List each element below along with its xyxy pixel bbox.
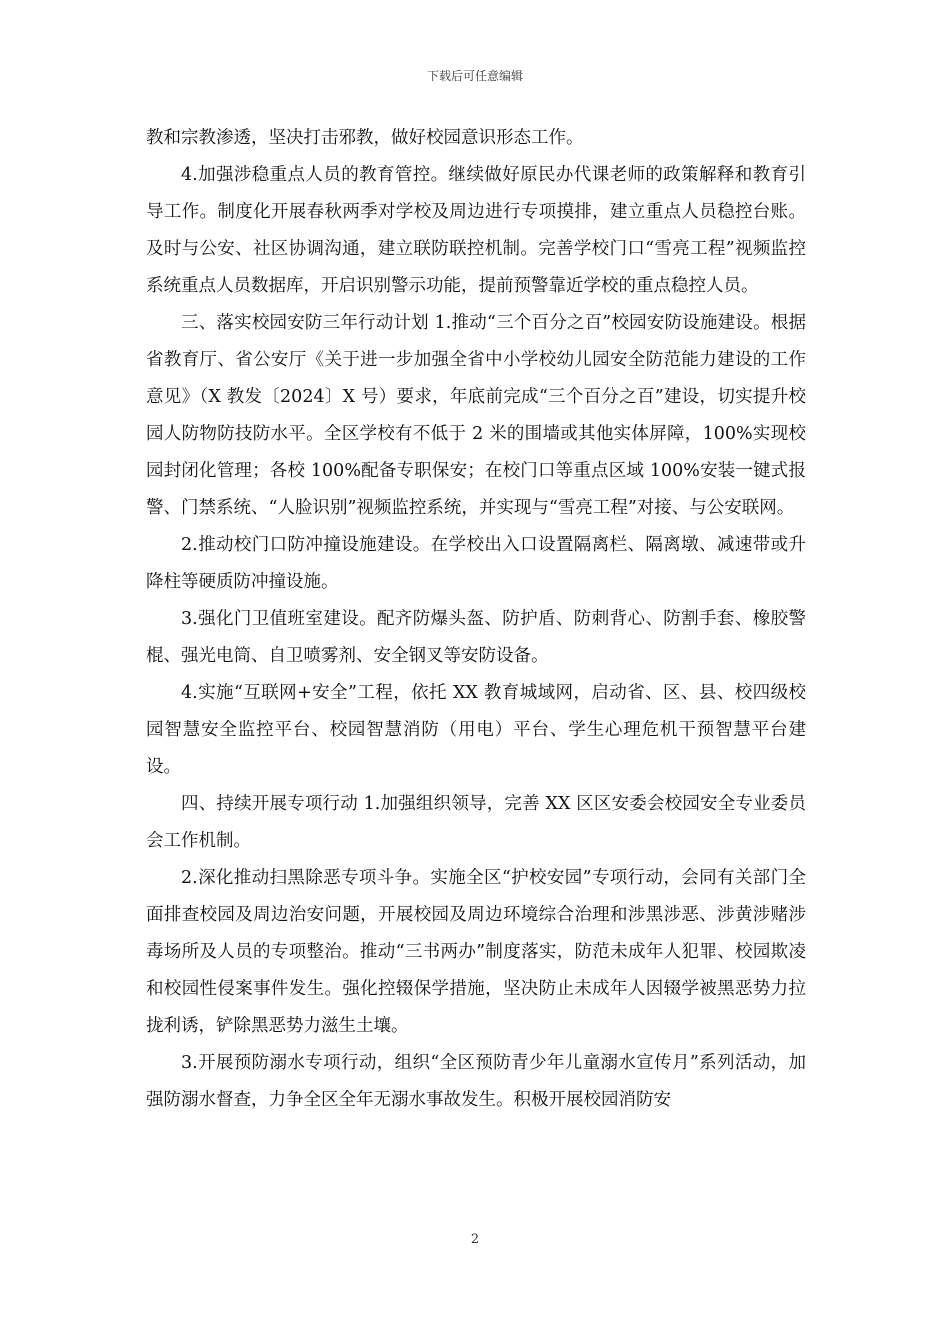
page-number: 2	[470, 1232, 480, 1247]
paragraph: 4.实施“互联网+安全”工程，依托 XX 教育城域网，启动省、区、县、校四级校园智慧安全监控平台、校园智慧消防（用电）平台、学生心理危机干预智慧平台建设。	[146, 683, 806, 777]
paragraph: 2.推动校门口防冲撞设施建设。在学校出入口设置隔离栏、隔离墩、减速带或升降柱等硬质防冲撞设施。	[146, 535, 806, 592]
paragraph: 2.深化推动扫黑除恶专项斗争。实施全区“护校安园”专项行动，会同有关部门全面排查校园及周边治安问题，开展校园及周边环境综合治理和涉黑涉恶、涉黄涉赌涉毒场所及人员的专项整治。推动“三书两办”制度落实，防范未成年人犯罪、校园欺凌和校园性侵案事件发生。强化控辍保学措施，坚决防止未成年人因辍学被黑恶势力拉拢利诱，铲除黑恶势力滋生土壤。	[146, 868, 806, 1036]
paragraph: 教和宗教渗透，坚决打击邪教，做好校园意识形态工作。	[146, 128, 584, 148]
paragraph: 4.加强涉稳重点人员的教育管控。继续做好原民办代课老师的政策解释和教育引导工作。制度化开展春秋两季对学校及周边进行专项摸排，建立重点人员稳控台账。及时与公安、社区协调沟通，建立联防联控机制。完善学校门口“雪亮工程”视频监控系统重点人员数据库，开启识别警示功能，提前预警靠近学校的重点稳控人员。	[146, 165, 806, 296]
paragraph: 四、持续开展专项行动 1.加强组织领导，完善 XX 区区安委会校园安全专业委员会工作机制。	[146, 794, 806, 851]
document-body	[146, 120, 806, 1119]
paragraph: 3.强化门卫值班室建设。配齐防爆头盔、防护盾、防刺背心、防割手套、橡胶警棍、强光电筒、自卫喷雾剂、安全钢叉等安防设备。	[146, 609, 806, 666]
paragraph: 3.开展预防溺水专项行动，组织“全区预防青少年儿童溺水宣传月”系列活动，加强防溺水督查，力争全区全年无溺水事故发生。积极开展校园消防安	[146, 1053, 806, 1110]
paragraph: 三、落实校园安防三年行动计划 1.推动“三个百分之百”校园安防设施建设。根据省教育厅、省公安厅《关于进一步加强全省中小学校幼儿园安全防范能力建设的工作意见》（X 教发〔2024〕X 号）要求，年底前完成“三个百分之百”建设，切实提升校园人防物防技防水平。全区学校有不低于 2 米的围墙或其他实体屏障，100%实现校园封闭化管理；各校 100%配备专职保安；在校门口等重点区域 100%安装一键式报警、门禁系统、“人脸识别”视频监控系统，并实现与“雪亮工程”对接、与公安联网。	[146, 313, 806, 518]
page-header: 下载后可任意编辑	[426, 69, 523, 83]
